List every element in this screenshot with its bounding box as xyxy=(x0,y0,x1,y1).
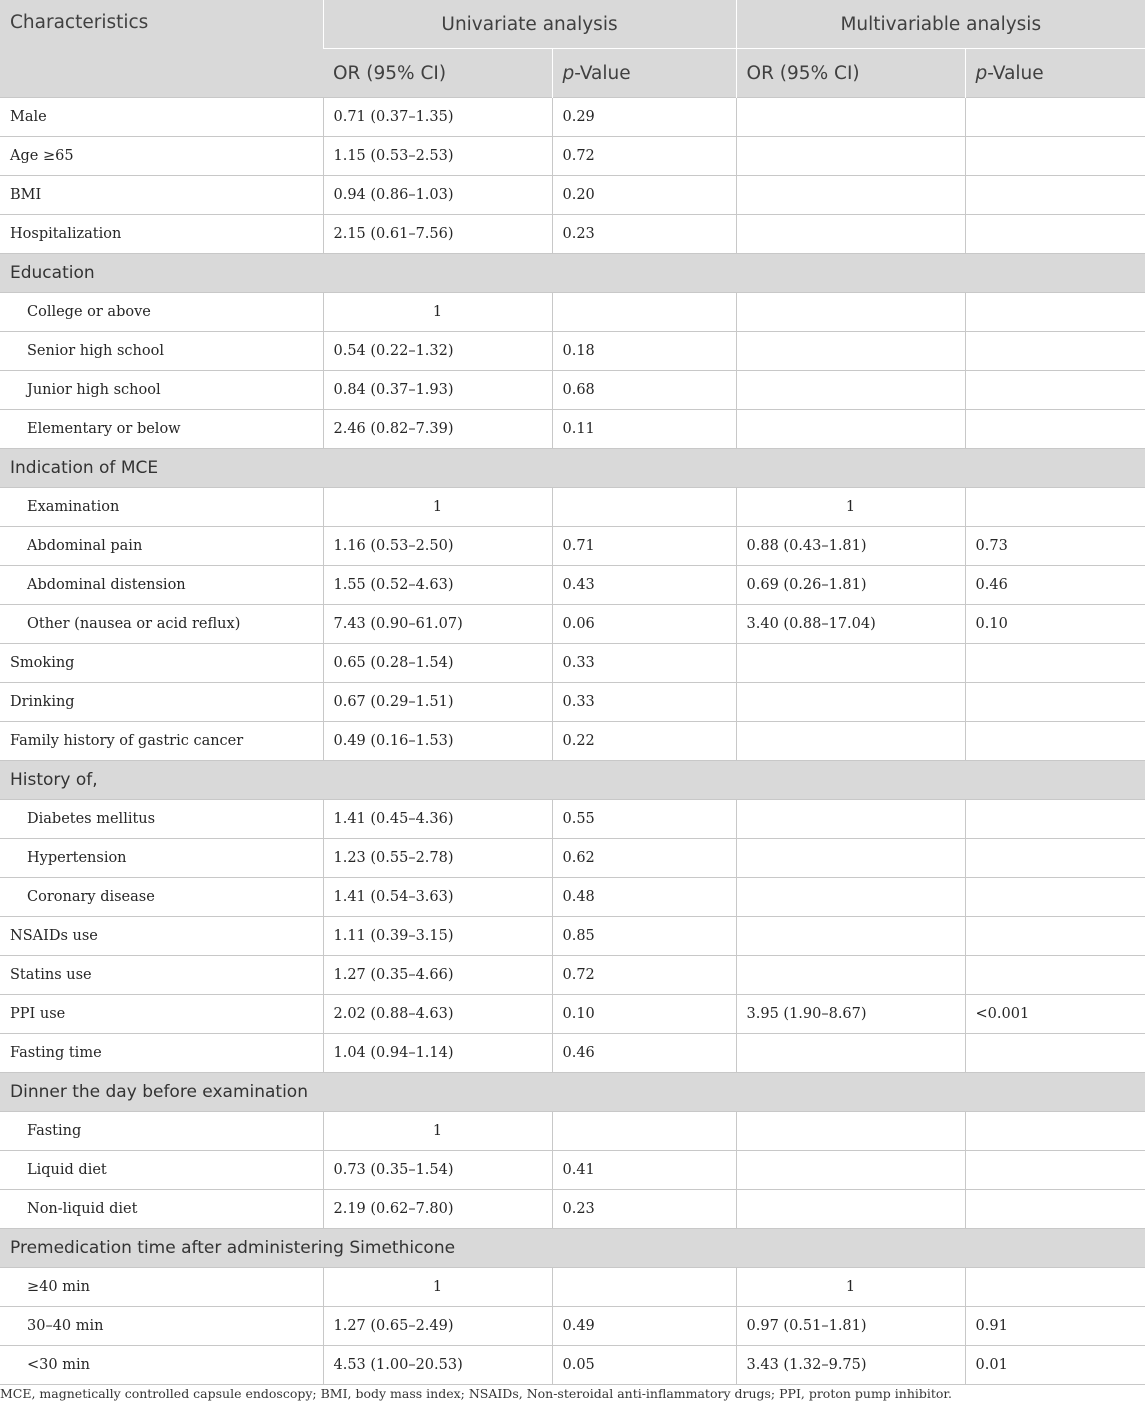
table-row xyxy=(0,332,1145,371)
table-row xyxy=(0,722,1145,761)
multivariable-header: Multivariable analysis xyxy=(736,0,1145,49)
multivariable-or-cell xyxy=(736,332,965,371)
table-row xyxy=(0,98,1145,137)
univariate-or-cell: 2.15 (0.61–7.56) xyxy=(323,215,552,254)
univariate-p-cell: 0.18 xyxy=(552,332,736,371)
univariate-or-cell: 1.41 (0.45–4.36) xyxy=(323,800,552,839)
section-header-row xyxy=(0,449,1145,488)
univariate-or-cell: 1.55 (0.52–4.63) xyxy=(323,566,552,605)
p-italic: p xyxy=(562,62,575,84)
univariate-or-cell: 1 xyxy=(323,488,552,527)
univariate-p-cell: 0.49 xyxy=(552,1307,736,1346)
row-label: Statins use xyxy=(0,956,323,995)
row-label: Hospitalization xyxy=(0,215,323,254)
table-row xyxy=(0,878,1145,917)
multivariable-or-cell xyxy=(736,644,965,683)
section-header-row xyxy=(0,1073,1145,1112)
table-row xyxy=(0,1307,1145,1346)
univariate-p-cell: 0.48 xyxy=(552,878,736,917)
row-label: Smoking xyxy=(0,644,323,683)
univariate-or-cell: 2.19 (0.62–7.80) xyxy=(323,1190,552,1229)
univariate-p-cell xyxy=(552,1112,736,1151)
table-row xyxy=(0,917,1145,956)
p-italic: p xyxy=(975,62,988,84)
multivariable-p-cell xyxy=(965,1151,1145,1190)
multivariable-or-cell xyxy=(736,839,965,878)
univariate-or-cell: 1.23 (0.55–2.78) xyxy=(323,839,552,878)
table-row xyxy=(0,956,1145,995)
multivariable-p-cell xyxy=(965,410,1145,449)
multivariable-or-cell xyxy=(736,800,965,839)
multivariable-or-cell xyxy=(736,1151,965,1190)
table-row xyxy=(0,371,1145,410)
univariate-p-cell: 0.62 xyxy=(552,839,736,878)
table-row xyxy=(0,1151,1145,1190)
multivariable-p-cell xyxy=(965,1112,1145,1151)
univariate-or-cell: 1.27 (0.35–4.66) xyxy=(323,956,552,995)
table-row xyxy=(0,527,1145,566)
row-label: 30–40 min xyxy=(0,1307,323,1346)
row-label: Age ≥65 xyxy=(0,137,323,176)
multivariable-p-cell xyxy=(965,722,1145,761)
row-label: Family history of gastric cancer xyxy=(0,722,323,761)
table-row xyxy=(0,995,1145,1034)
multivariable-or-cell xyxy=(736,722,965,761)
section-header-row xyxy=(0,1229,1145,1268)
univariate-p-cell: 0.71 xyxy=(552,527,736,566)
univariate-or-cell: 1.16 (0.53–2.50) xyxy=(323,527,552,566)
multivariable-p-cell: 0.01 xyxy=(965,1346,1145,1385)
section-header-row xyxy=(0,254,1145,293)
row-label: Junior high school xyxy=(0,371,323,410)
univariate-p-cell: 0.85 xyxy=(552,917,736,956)
row-label: Fasting xyxy=(0,1112,323,1151)
univariate-or-cell: 0.65 (0.28–1.54) xyxy=(323,644,552,683)
univariate-or-cell: 1 xyxy=(323,1268,552,1307)
table-row xyxy=(0,683,1145,722)
section-header-row xyxy=(0,761,1145,800)
row-label: BMI xyxy=(0,176,323,215)
row-label: Elementary or below xyxy=(0,410,323,449)
row-label: College or above xyxy=(0,293,323,332)
p-suffix: -Value xyxy=(987,62,1044,84)
table-row xyxy=(0,1112,1145,1151)
univariate-p-header xyxy=(552,49,736,98)
row-label: ≥40 min xyxy=(0,1268,323,1307)
multivariable-or-cell xyxy=(736,683,965,722)
multivariable-or-cell: 1 xyxy=(736,1268,965,1307)
section-label: Education xyxy=(0,254,1145,293)
row-label: Fasting time xyxy=(0,1034,323,1073)
multivariable-or-cell: 0.88 (0.43–1.81) xyxy=(736,527,965,566)
multivariable-or-cell xyxy=(736,215,965,254)
univariate-header: Univariate analysis xyxy=(323,0,736,49)
table-row xyxy=(0,566,1145,605)
multivariable-or-cell xyxy=(736,1190,965,1229)
multivariable-p-cell xyxy=(965,878,1145,917)
univariate-p-cell: 0.68 xyxy=(552,371,736,410)
univariate-p-cell: 0.72 xyxy=(552,137,736,176)
multivariable-p-cell xyxy=(965,956,1145,995)
row-label: Other (nausea or acid reflux) xyxy=(0,605,323,644)
multivariable-p-cell: 0.91 xyxy=(965,1307,1145,1346)
characteristics-header: Characteristics xyxy=(0,0,323,98)
row-label: Senior high school xyxy=(0,332,323,371)
multivariable-p-cell xyxy=(965,1190,1145,1229)
multivariable-or-cell xyxy=(736,176,965,215)
multivariable-p-cell xyxy=(965,839,1145,878)
univariate-or-cell: 0.94 (0.86–1.03) xyxy=(323,176,552,215)
row-label: Drinking xyxy=(0,683,323,722)
section-label: Premedication time after administering Simethicone xyxy=(0,1229,1145,1268)
section-label: Dinner the day before examination xyxy=(0,1073,1145,1112)
multivariable-p-header xyxy=(965,49,1145,98)
univariate-or-cell: 2.46 (0.82–7.39) xyxy=(323,410,552,449)
multivariable-or-cell xyxy=(736,917,965,956)
multivariable-p-cell xyxy=(965,98,1145,137)
multivariable-or-cell: 3.95 (1.90–8.67) xyxy=(736,995,965,1034)
table-header xyxy=(0,0,1145,98)
multivariable-p-cell: 0.10 xyxy=(965,605,1145,644)
univariate-or-cell: 7.43 (0.90–61.07) xyxy=(323,605,552,644)
multivariable-p-cell xyxy=(965,332,1145,371)
multivariable-p-cell xyxy=(965,683,1145,722)
univariate-p-cell: 0.05 xyxy=(552,1346,736,1385)
univariate-or-cell: 1.11 (0.39–3.15) xyxy=(323,917,552,956)
univariate-or-cell: 0.67 (0.29–1.51) xyxy=(323,683,552,722)
section-label: History of, xyxy=(0,761,1145,800)
univariate-p-cell xyxy=(552,293,736,332)
multivariable-or-cell xyxy=(736,371,965,410)
univariate-or-header: OR (95% CI) xyxy=(323,49,552,98)
multivariable-p-cell xyxy=(965,137,1145,176)
univariate-p-cell: 0.11 xyxy=(552,410,736,449)
multivariable-or-cell: 0.97 (0.51–1.81) xyxy=(736,1307,965,1346)
table-row xyxy=(0,488,1145,527)
multivariable-p-cell: 0.73 xyxy=(965,527,1145,566)
univariate-p-cell: 0.10 xyxy=(552,995,736,1034)
univariate-or-cell: 0.84 (0.37–1.93) xyxy=(323,371,552,410)
univariate-p-cell: 0.23 xyxy=(552,1190,736,1229)
univariate-or-cell: 0.49 (0.16–1.53) xyxy=(323,722,552,761)
table-row xyxy=(0,1190,1145,1229)
table-body xyxy=(0,98,1145,1385)
multivariable-or-cell: 3.43 (1.32–9.75) xyxy=(736,1346,965,1385)
multivariable-or-cell: 3.40 (0.88–17.04) xyxy=(736,605,965,644)
univariate-or-cell: 1.27 (0.65–2.49) xyxy=(323,1307,552,1346)
row-label: Examination xyxy=(0,488,323,527)
multivariable-or-cell xyxy=(736,293,965,332)
row-label: NSAIDs use xyxy=(0,917,323,956)
univariate-p-cell: 0.55 xyxy=(552,800,736,839)
table-row xyxy=(0,137,1145,176)
table-row xyxy=(0,644,1145,683)
table-row xyxy=(0,410,1145,449)
multivariable-or-header: OR (95% CI) xyxy=(736,49,965,98)
table-row xyxy=(0,800,1145,839)
univariate-p-cell: 0.06 xyxy=(552,605,736,644)
univariate-p-cell: 0.43 xyxy=(552,566,736,605)
row-label: <30 min xyxy=(0,1346,323,1385)
multivariable-p-cell xyxy=(965,293,1145,332)
multivariable-or-cell: 1 xyxy=(736,488,965,527)
table-row xyxy=(0,1346,1145,1385)
multivariable-p-cell xyxy=(965,800,1145,839)
multivariable-p-cell xyxy=(965,1034,1145,1073)
row-label: Coronary disease xyxy=(0,878,323,917)
multivariable-or-cell xyxy=(736,1112,965,1151)
table-footnote: MCE, magnetically controlled capsule endoscopy; BMI, body mass index; NSAIDs, Non-steroidal anti-inflammatory drugs; PPI, proton pump inhibitor. xyxy=(0,1386,953,1401)
table-row xyxy=(0,839,1145,878)
multivariable-p-cell xyxy=(965,215,1145,254)
header-row-top xyxy=(0,0,1145,49)
p-suffix: -Value xyxy=(574,62,631,84)
univariate-or-cell: 2.02 (0.88–4.63) xyxy=(323,995,552,1034)
multivariable-or-cell: 0.69 (0.26–1.81) xyxy=(736,566,965,605)
row-label: Male xyxy=(0,98,323,137)
multivariable-or-cell xyxy=(736,410,965,449)
multivariable-or-cell xyxy=(736,137,965,176)
row-label: Non-liquid diet xyxy=(0,1190,323,1229)
univariate-p-cell: 0.23 xyxy=(552,215,736,254)
row-label: Abdominal distension xyxy=(0,566,323,605)
univariate-p-cell xyxy=(552,1268,736,1307)
multivariable-or-cell xyxy=(736,878,965,917)
multivariable-or-cell xyxy=(736,98,965,137)
univariate-p-cell: 0.46 xyxy=(552,1034,736,1073)
table-row xyxy=(0,1268,1145,1307)
univariate-p-cell: 0.41 xyxy=(552,1151,736,1190)
univariate-p-cell: 0.29 xyxy=(552,98,736,137)
multivariable-p-cell xyxy=(965,176,1145,215)
table-row xyxy=(0,215,1145,254)
univariate-or-cell: 1.15 (0.53–2.53) xyxy=(323,137,552,176)
univariate-or-cell: 1 xyxy=(323,1112,552,1151)
row-label: Abdominal pain xyxy=(0,527,323,566)
univariate-p-cell: 0.22 xyxy=(552,722,736,761)
table-row xyxy=(0,605,1145,644)
multivariable-or-cell xyxy=(736,956,965,995)
multivariable-p-cell xyxy=(965,488,1145,527)
multivariable-p-cell xyxy=(965,644,1145,683)
table-row xyxy=(0,1034,1145,1073)
table-row xyxy=(0,176,1145,215)
table-row xyxy=(0,293,1145,332)
univariate-p-cell: 0.72 xyxy=(552,956,736,995)
univariate-or-cell: 1.04 (0.94–1.14) xyxy=(323,1034,552,1073)
row-label: Diabetes mellitus xyxy=(0,800,323,839)
multivariable-p-cell: <0.001 xyxy=(965,995,1145,1034)
section-label: Indication of MCE xyxy=(0,449,1145,488)
row-label: Hypertension xyxy=(0,839,323,878)
multivariable-p-cell xyxy=(965,371,1145,410)
univariate-or-cell: 1.41 (0.54–3.63) xyxy=(323,878,552,917)
multivariable-p-cell xyxy=(965,917,1145,956)
univariate-p-cell: 0.33 xyxy=(552,683,736,722)
multivariable-p-cell: 0.46 xyxy=(965,566,1145,605)
univariate-or-cell: 0.71 (0.37–1.35) xyxy=(323,98,552,137)
univariate-or-cell: 0.73 (0.35–1.54) xyxy=(323,1151,552,1190)
univariate-p-cell xyxy=(552,488,736,527)
multivariable-p-cell xyxy=(965,1268,1145,1307)
univariate-or-cell: 4.53 (1.00–20.53) xyxy=(323,1346,552,1385)
univariate-or-cell: 0.54 (0.22–1.32) xyxy=(323,332,552,371)
multivariable-or-cell xyxy=(736,1034,965,1073)
row-label: PPI use xyxy=(0,995,323,1034)
row-label: Liquid diet xyxy=(0,1151,323,1190)
univariate-p-cell: 0.20 xyxy=(552,176,736,215)
univariate-or-cell: 1 xyxy=(323,293,552,332)
univariate-p-cell: 0.33 xyxy=(552,644,736,683)
